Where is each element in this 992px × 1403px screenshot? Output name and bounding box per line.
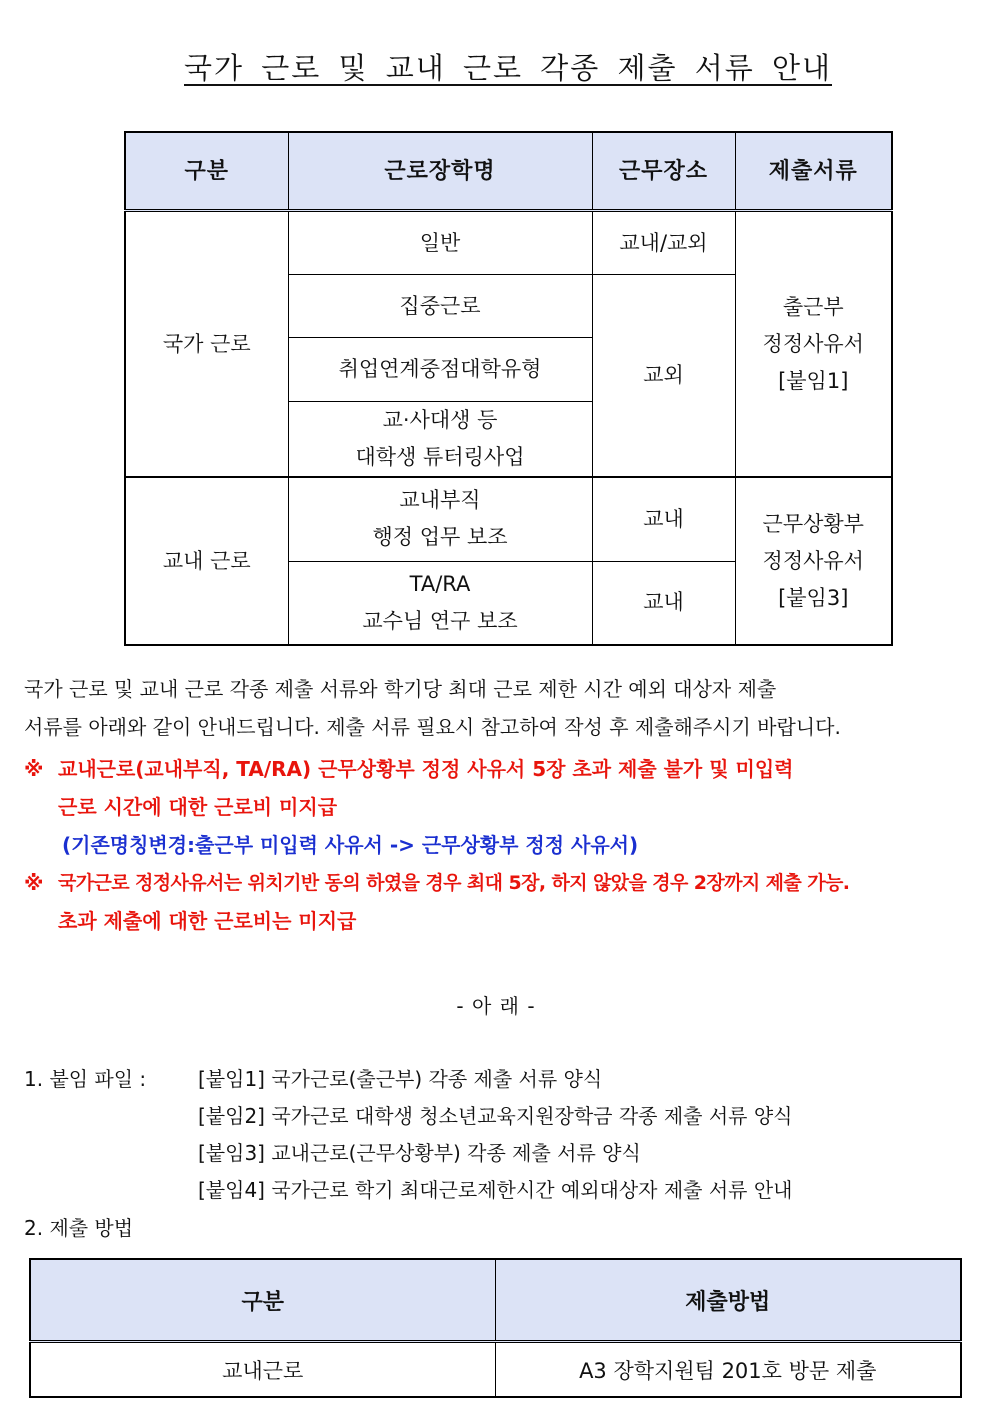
table-header-row	[125, 132, 892, 211]
intro-line2: 서류를 아래와 같이 안내드립니다. 제출 서류 필요시 참고하여 작성 후 제출해주시기 바랍니다.	[24, 715, 841, 739]
submission-category: 교내근로	[30, 1342, 495, 1398]
scholarship-tutoring	[288, 402, 592, 478]
note2-line1: 국가근로 정정사유서는 위치기반 동의 하였을 경우 최대 5장, 하지 않았을 경우 2장까지 제출 가능.	[58, 872, 850, 894]
campus-docs-line1: 근무상황부	[762, 511, 864, 536]
note-mark: ※	[24, 871, 44, 895]
campus-job-line2: 행정 업무 보조	[372, 525, 508, 550]
scholarship-general: 일반	[288, 211, 592, 275]
place-in-out: 교내/교외	[592, 211, 735, 275]
scholarship-intensive: 집중근로	[288, 275, 592, 338]
note-2	[24, 864, 984, 940]
intro-text	[24, 670, 984, 746]
page-title	[0, 46, 992, 87]
notes	[24, 750, 984, 940]
table-header-row	[30, 1259, 961, 1342]
submission-method-label: 2. 제출 방법	[24, 1216, 134, 1240]
header-scholarship: 근로장학명	[288, 132, 592, 211]
submission-table	[29, 1258, 962, 1398]
tutoring-line1: 교·사대생 등	[382, 408, 498, 432]
attachment-item: [붙임3] 교내근로(근무상황부) 각종 제출 서류 양식	[198, 1141, 641, 1165]
table-row	[125, 211, 892, 275]
attachments-label: 1. 붙임 파일 :	[24, 1067, 147, 1091]
page-title-text: 국가 근로 및 교내 근로 각종 제출 서류 안내	[184, 51, 832, 85]
attachment-item: [붙임4] 국가근로 학기 최대근로제한시간 예외대상자 제출 서류 안내	[198, 1178, 793, 1202]
document-table	[124, 131, 893, 646]
attachment-item: [붙임2] 국가근로 대학생 청소년교육지원장학금 각종 제출 서류 양식	[198, 1104, 793, 1128]
national-documents	[735, 211, 892, 478]
below-heading: - 아 래 -	[456, 994, 536, 1018]
campus-work-label: 교내 근로	[125, 477, 288, 645]
tutoring-line2: 대학생 튜터링사업	[355, 445, 525, 469]
ta-ra-line2: 교수님 연구 보조	[362, 608, 518, 633]
campus-job-line1: 교내부직	[399, 488, 481, 513]
scholarship-campus-job	[288, 477, 592, 561]
place-campus-2: 교내	[592, 561, 735, 645]
scholarship-ta-ra	[288, 561, 592, 645]
submission-method: A3 장학지원팀 201호 방문 제출	[495, 1342, 961, 1398]
note-1	[24, 750, 984, 864]
note2-line2: 초과 제출에 대한 근로비는 미지급	[58, 909, 357, 933]
attachment-list	[198, 1061, 792, 1209]
place-campus-1: 교내	[592, 477, 735, 561]
national-docs-line2: 정정사유서	[762, 331, 864, 356]
campus-docs-line2: 정정사유서	[762, 548, 864, 573]
table-row	[125, 477, 892, 561]
campus-docs-line3: [붙임3]	[778, 585, 849, 610]
place-outside: 교외	[592, 275, 735, 478]
scholarship-employment: 취업연계중점대학유형	[288, 338, 592, 402]
note1-line3: (기존명칭변경:출근부 미입력 사유서 -> 근무상황부 정정 사유서)	[62, 833, 639, 857]
header-category: 구분	[30, 1259, 495, 1342]
national-docs-line1: 출근부	[782, 294, 844, 319]
ta-ra-line1: TA/RA	[409, 571, 471, 596]
attachment-item: [붙임1] 국가근로(출근부) 각종 제출 서류 양식	[198, 1067, 603, 1091]
header-documents: 제출서류	[735, 132, 892, 211]
note1-line2: 근로 시간에 대한 근로비 미지급	[58, 795, 338, 819]
note-mark: ※	[24, 757, 44, 781]
note1-line1: 교내근로(교내부직, TA/RA) 근무상황부 정정 사유서 5장 초과 제출 불가 및 미입력	[58, 757, 794, 781]
national-docs-line3: [붙임1]	[778, 368, 849, 393]
header-method: 제출방법	[495, 1259, 961, 1342]
campus-documents	[735, 477, 892, 645]
header-place: 근무장소	[592, 132, 735, 211]
national-work-label: 국가 근로	[125, 211, 288, 478]
table-row	[30, 1342, 961, 1398]
intro-line1: 국가 근로 및 교내 근로 각종 제출 서류와 학기당 최대 근로 제한 시간 예외 대상자 제출	[24, 677, 777, 701]
header-category: 구분	[125, 132, 288, 211]
